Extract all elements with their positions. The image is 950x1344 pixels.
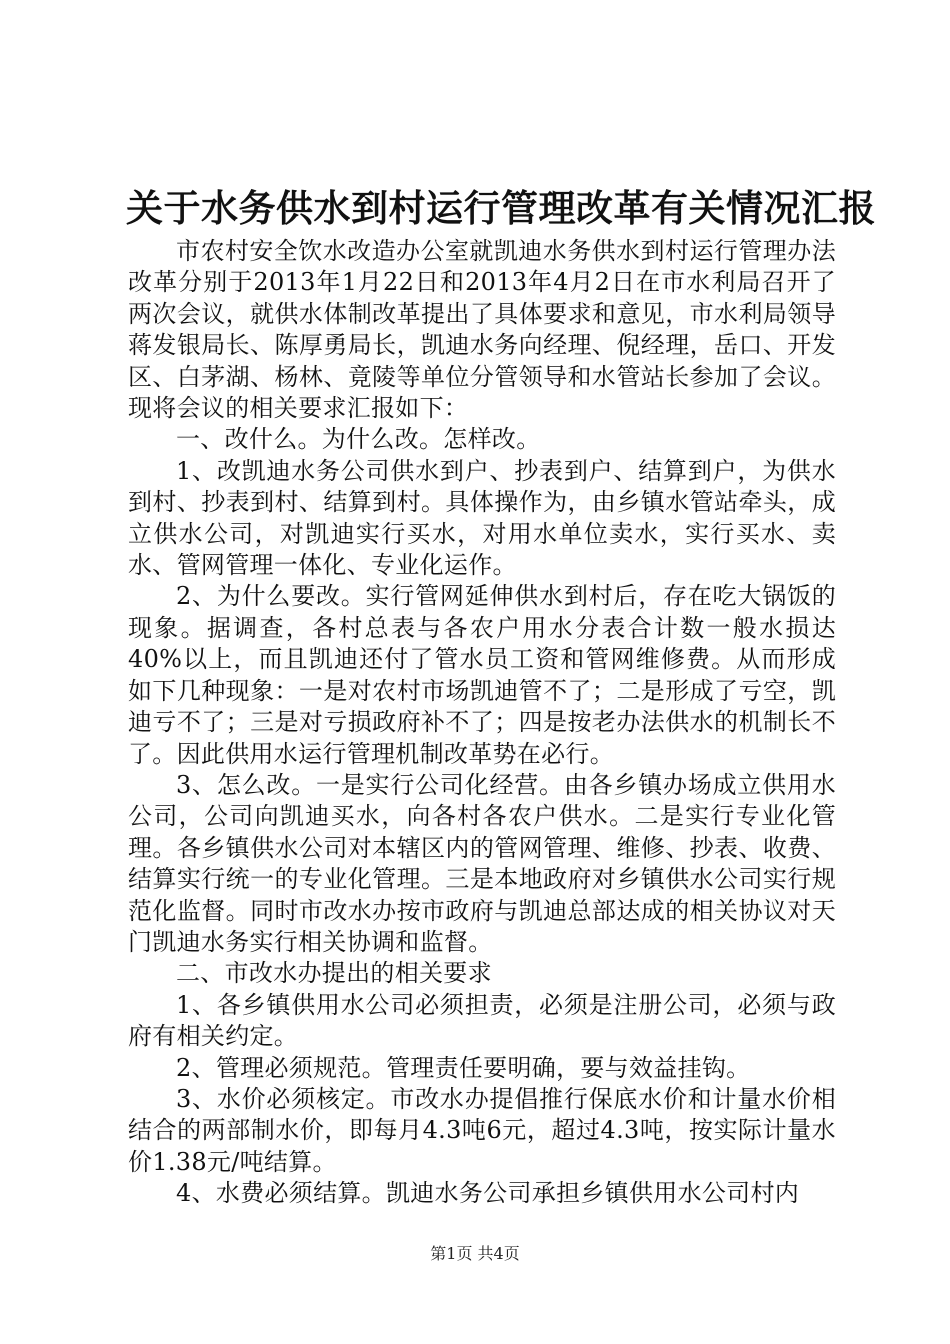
paragraph-item: 2、为什么要改。实行管网延伸供水到村后，存在吃大锅饭的现象。据调查，各村总表与各农户用水分表合计数一般水损达40%以上，而且凯迪还付了管水员工资和管网维修费。从而形成如下几种现象：一是对农村市场凯迪管不了；二是形成了亏空，凯迪亏不了；三是对亏损政府补不了；四是按老办法供水的机制长不了。因此供用水运行管理机制改革势在必行。 <box>128 582 836 768</box>
paragraph-item: 3、水价必须核定。市改水办提倡推行保底水价和计量水价相结合的两部制水价，即每月4.3吨6元，超过4.3吨，按实际计量水价1.38元/吨结算。 <box>128 1084 836 1176</box>
paragraph-item: 1、改凯迪水务公司供水到户、抄表到户、结算到户，为供水到村、抄表到村、结算到村。具体操作为，由乡镇水管站牵头，成立供水公司，对凯迪实行买水，对用水单位卖水，实行买水、卖水、管网管理一体化、专业化运作。 <box>128 456 836 580</box>
page-footer: 第1页 共4页 <box>430 1244 520 1263</box>
paragraph-item: 3、怎么改。一是实行公司化经营。由各乡镇办场成立供用水公司，公司向凯迪买水，向各村各农户供水。二是实行专业化管理。各乡镇供水公司对本辖区内的管网管理、维修、抄表、收费、结算实行统一的专业化管理。三是本地政府对乡镇供水公司实行规范化监督。同时市改水办按市政府与凯迪总部达成的相关协议对天门凯迪水务实行相关协调和监督。 <box>128 770 836 956</box>
paragraph-item: 2、管理必须规范。管理责任要明确，要与效益挂钩。 <box>176 1053 751 1082</box>
paragraph-item: 1、各乡镇供用水公司必须担责，必须是注册公司，必须与政府有相关约定。 <box>128 990 836 1051</box>
document-body <box>128 236 836 1210</box>
document-title: 关于水务供水到村运行管理改革有关情况汇报 <box>126 187 876 230</box>
paragraph-item: 4、水费必须结算。凯迪水务公司承担乡镇供用水公司村内 <box>176 1179 800 1208</box>
paragraph-intro: 市农村安全饮水改造办公室就凯迪水务供水到村运行管理办法改革分别于2013年1月22日和2013年4月2日在市水利局召开了两次会议，就供水体制改革提出了具体要求和意见，市水利局领导蒋发银局长、陈厚勇局长，凯迪水务向经理、倪经理，岳口、开发区、白茅湖、杨林、竟陵等单位分管领导和水管站长参加了会议。现将会议的相关要求汇报如下： <box>128 237 836 423</box>
section-heading-2: 二、市改水办提出的相关要求 <box>176 959 492 988</box>
section-heading-1: 一、改什么。为什么改。怎样改。 <box>176 425 541 454</box>
